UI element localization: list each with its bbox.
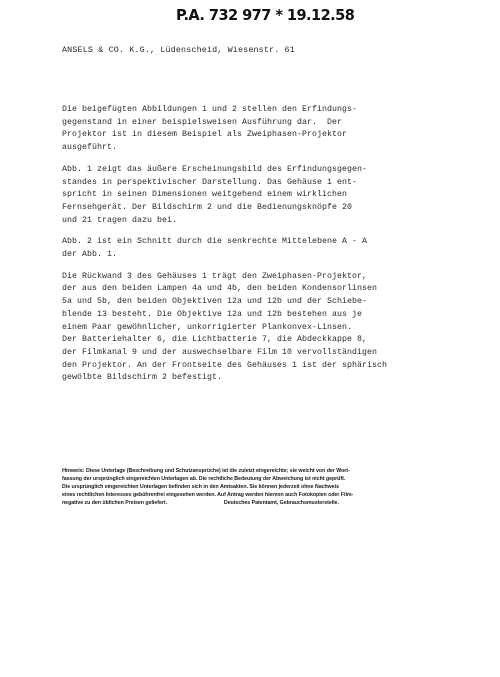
notice-line: fassung der ursprünglich eingereichten Unterlagen ab. Die rechtliche Bedeutung der Abweichung ist nicht geprüft. (62, 476, 346, 483)
paragraph-figure-2 (62, 236, 467, 261)
text-line: ausgeführt. (62, 143, 118, 153)
paragraph-intro (62, 104, 467, 155)
text-line: standes in perspektivischer Darstellung. Das Gehäuse 1 ent- (62, 177, 358, 187)
text-line: den Projektor. An der Frontseite des Gehäuses 1 ist der sphärisch (62, 360, 388, 370)
text-line: Die Rückwand 3 des Gehäuses 1 trägt den Zweiphasen-Projektor, (62, 271, 368, 281)
notice-lead: Hinweis: (62, 468, 85, 474)
notice-line: negative zu den üblichen Preisen geliefert. Deutsches Patentamt, Gebrauchsmusterstelle. (62, 500, 339, 507)
text-line: der Filmkanal 9 und der auswechselbare Film 10 vervollständigen (62, 347, 378, 357)
paragraph-figure-1 (62, 164, 467, 228)
text-line: Abb. 2 ist ein Schnitt durch die senkrechte Mittelebene A - A (62, 237, 368, 247)
text-line: Abb. 1 zeigt das äußere Erscheinungsbild des Erfindungsgegen- (62, 164, 368, 174)
text-line: und 21 tragen dazu bei. (62, 215, 178, 225)
text-line: der Abb. 1. (62, 250, 118, 260)
text-line: blende 13 besteht. Die Objektive 12a und 12b bestehen aus je (62, 309, 363, 319)
text-line: einem Paar gewöhnlicher, unkorrigierter Plankonvex-Linsen. (62, 322, 353, 332)
text-line: Projektor ist in diesem Beispiel als Zweiphasen-Projektor (62, 130, 348, 140)
text-line: gegenstand in einer beispielsweisen Ausführung dar. Der (62, 117, 343, 127)
applicant-header: ANSELS & CO. K.G., Lüdenscheid, Wiesenstr. 61 (62, 45, 295, 55)
paragraph-construction (62, 271, 467, 385)
text-line: 5a und 5b, den beiden Objektiven 12a und 12b und der Schiebe- (62, 297, 368, 307)
text-line: spricht in seinen Dimensionen weitgehend einem wirklichen (62, 190, 348, 200)
notice-line: eines rechtlichen Interesses gebührenfrei eingesehen werden. Auf Antrag werden hiervon auch Fotokopien oder Film- (62, 492, 354, 499)
notice-text: Diese Unterlage (Beschreibung und Schutzansprüche) ist die zuletzt eingereichte; sie weicht von der Wort- (86, 468, 350, 474)
notice-line: Die ursprünglich eingereichten Unterlagen befinden sich in den Amtsakten. Sie können jederzeit ohne Nachweis (62, 484, 339, 491)
text-line: gewölbte Bildschirm 2 befestigt. (62, 373, 223, 383)
text-line: Fernsehgerät. Der Bildschirm 2 und die Bedienungsknöpfe 20 (62, 202, 353, 212)
description-body (62, 104, 467, 394)
notice-line (62, 467, 437, 475)
patent-stamp: P.A. 732 977 * 19.12.58 (176, 6, 355, 24)
office-notice (62, 467, 437, 507)
text-line: der aus den beiden Lampen 4a und 4b, den beiden Kondensorlinsen (62, 284, 378, 294)
text-line: Die beigefügten Abbildungen 1 und 2 stellen den Erfindungs- (62, 105, 358, 114)
text-line: Der Batteriehalter 6, die Lichtbatterie 7, die Abdeckkappe 8, (62, 335, 368, 345)
